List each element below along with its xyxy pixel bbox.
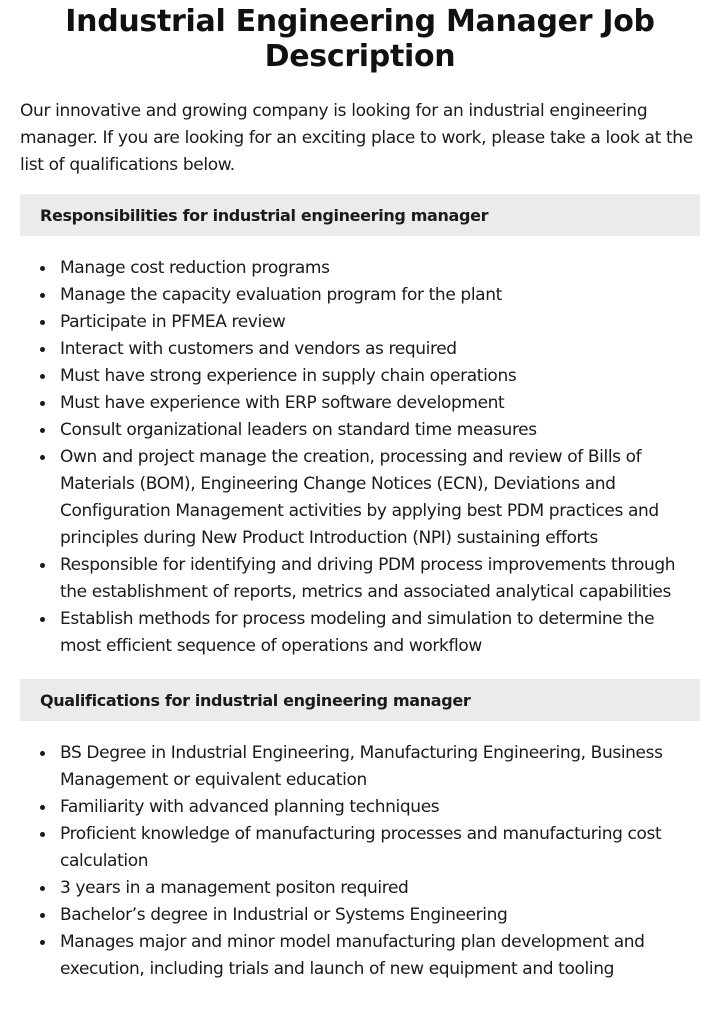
responsibilities-header: Responsibilities for industrial engineering manager xyxy=(20,194,700,236)
bullet-icon xyxy=(40,293,45,298)
list-item xyxy=(20,902,700,929)
list-item-text: Interact with customers and vendors as required xyxy=(60,339,457,359)
list-item-text: Responsible for identifying and driving PDM process improvements through the establishment of reports, metrics and associated analytical capabilities xyxy=(60,555,676,602)
list-item xyxy=(20,552,700,606)
bullet-icon xyxy=(40,401,45,406)
list-item xyxy=(20,255,700,282)
list-item xyxy=(20,309,700,336)
qualifications-list xyxy=(20,740,700,983)
list-item-text: 3 years in a management positon required xyxy=(60,878,409,898)
bullet-icon xyxy=(40,455,45,460)
bullet-icon xyxy=(40,913,45,918)
list-item xyxy=(20,444,700,552)
bullet-icon xyxy=(40,886,45,891)
list-item-text: Own and project manage the creation, processing and review of Bills of Materials (BOM), Engineering Change Notices (ECN), Deviations and Configuration Management activities by applying best PDM practices and principles during New Product Introduction (NPI) sustaining efforts xyxy=(60,447,659,548)
list-item-text: Bachelor’s degree in Industrial or Systems Engineering xyxy=(60,905,508,925)
list-item xyxy=(20,929,700,983)
list-item-text: Consult organizational leaders on standard time measures xyxy=(60,420,537,440)
job-description-page xyxy=(0,4,720,983)
list-item-text: Familiarity with advanced planning techniques xyxy=(60,797,440,817)
list-item xyxy=(20,363,700,390)
intro-paragraph: Our innovative and growing company is looking for an industrial engineering manager. If you are looking for an exciting place to work, please take a look at the list of qualifications below. xyxy=(20,101,693,175)
bullet-icon xyxy=(40,617,45,622)
qualifications-header: Qualifications for industrial engineering manager xyxy=(20,679,700,721)
list-item xyxy=(20,390,700,417)
bullet-icon xyxy=(40,832,45,837)
list-item xyxy=(20,740,700,794)
list-item xyxy=(20,336,700,363)
bullet-icon xyxy=(40,347,45,352)
list-item-text: Manages major and minor model manufacturing plan development and execution, including trials and launch of new equipment and tooling xyxy=(60,932,645,979)
list-item xyxy=(20,794,700,821)
list-item xyxy=(20,606,700,660)
bullet-icon xyxy=(40,266,45,271)
list-item xyxy=(20,821,700,875)
list-item-text: Manage cost reduction programs xyxy=(60,258,330,278)
list-item xyxy=(20,282,700,309)
bullet-icon xyxy=(40,751,45,756)
list-item-text: BS Degree in Industrial Engineering, Manufacturing Engineering, Business Management or equivalent education xyxy=(60,743,663,790)
bullet-icon xyxy=(40,374,45,379)
list-item xyxy=(20,417,700,444)
bullet-icon xyxy=(40,940,45,945)
list-item-text: Must have experience with ERP software development xyxy=(60,393,505,413)
list-item-text: Establish methods for process modeling and simulation to determine the most efficient sequence of operations and workflow xyxy=(60,609,655,656)
list-item-text: Participate in PFMEA review xyxy=(60,312,286,332)
responsibilities-list xyxy=(20,255,700,660)
page-title: Industrial Engineering Manager Job Description xyxy=(65,4,655,74)
list-item-text: Proficient knowledge of manufacturing processes and manufacturing cost calculation xyxy=(60,824,662,871)
bullet-icon xyxy=(40,428,45,433)
list-item xyxy=(20,875,700,902)
bullet-icon xyxy=(40,320,45,325)
bullet-icon xyxy=(40,805,45,810)
list-item-text: Must have strong experience in supply chain operations xyxy=(60,366,517,386)
bullet-icon xyxy=(40,563,45,568)
list-item-text: Manage the capacity evaluation program for the plant xyxy=(60,285,502,305)
